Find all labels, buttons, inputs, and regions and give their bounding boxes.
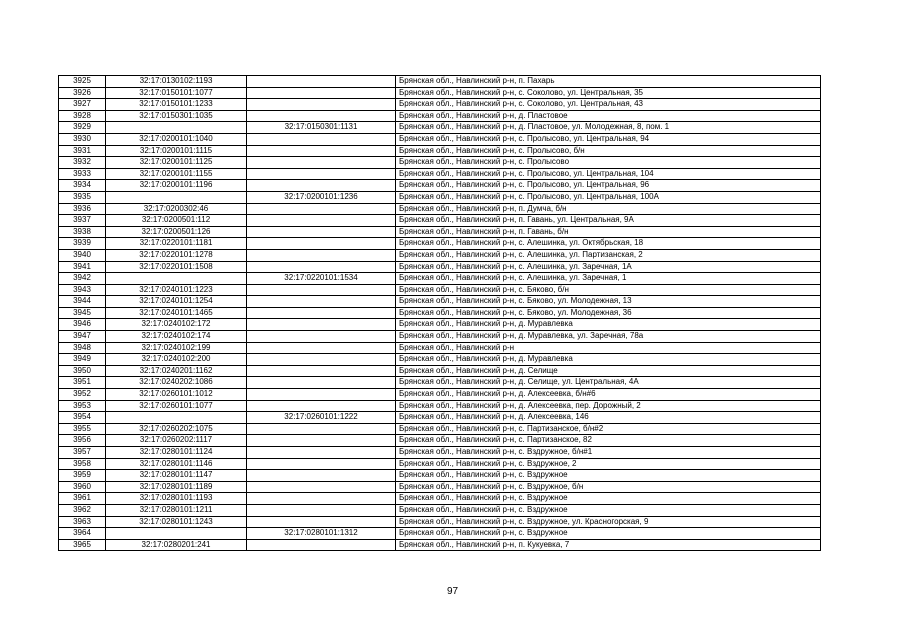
row-number-cell: 3932 [59, 157, 106, 169]
address-cell: Брянская обл., Навлинский р-н, с. Вздружное, ул. Красногорская, 9 [396, 516, 821, 528]
cadastral-number-cell: 32:17:0240102:200 [106, 354, 247, 366]
row-number-cell: 3941 [59, 261, 106, 273]
cadastral-number-cell: 32:17:0240101:1465 [106, 307, 247, 319]
cadastral-number-alt-cell [247, 145, 396, 157]
cadastral-number-cell: 32:17:0240102:174 [106, 331, 247, 343]
table-row [59, 87, 821, 99]
row-number-cell: 3963 [59, 516, 106, 528]
cadastral-number-cell: 32:17:0280101:1193 [106, 493, 247, 505]
row-number-cell: 3956 [59, 435, 106, 447]
table-row [59, 481, 821, 493]
table-row [59, 168, 821, 180]
table-row [59, 122, 821, 134]
table-row [59, 423, 821, 435]
cadastral-number-cell [106, 191, 247, 203]
cadastral-number-alt-cell [247, 470, 396, 482]
row-number-cell: 3927 [59, 99, 106, 111]
address-cell: Брянская обл., Навлинский р-н, с. Пролысово, ул. Центральная, 94 [396, 133, 821, 145]
address-cell: Брянская обл., Навлинский р-н, с. Алешинка, ул. Заречная, 1А [396, 261, 821, 273]
address-cell: Брянская обл., Навлинский р-н, с. Пролысово [396, 157, 821, 169]
address-cell: Брянская обл., Навлинский р-н, с. Вздружное, б/н#1 [396, 447, 821, 459]
cadastral-number-alt-cell [247, 261, 396, 273]
cadastral-number-alt-cell [247, 481, 396, 493]
row-number-cell: 3964 [59, 528, 106, 540]
table-row [59, 377, 821, 389]
address-cell: Брянская обл., Навлинский р-н, с. Вздружное [396, 504, 821, 516]
cadastral-number-alt-cell [247, 157, 396, 169]
row-number-cell: 3965 [59, 539, 106, 551]
cadastral-number-cell [106, 273, 247, 285]
cadastral-number-cell: 32:17:0200101:1115 [106, 145, 247, 157]
cadastral-number-cell [106, 122, 247, 134]
row-number-cell: 3959 [59, 470, 106, 482]
cadastral-number-cell [106, 528, 247, 540]
cadastral-number-cell: 32:17:0260101:1077 [106, 400, 247, 412]
cadastral-number-cell: 32:17:0240202:1086 [106, 377, 247, 389]
address-cell: Брянская обл., Навлинский р-н, с. Пролысово, ул. Центральная, 104 [396, 168, 821, 180]
cadastral-number-cell: 32:17:0200101:1196 [106, 180, 247, 192]
cadastral-number-alt-cell [247, 423, 396, 435]
cadastral-number-alt-cell [247, 447, 396, 459]
row-number-cell: 3947 [59, 331, 106, 343]
cadastral-number-alt-cell [247, 226, 396, 238]
table-row [59, 493, 821, 505]
property-table-body [59, 76, 821, 551]
address-cell: Брянская обл., Навлинский р-н [396, 342, 821, 354]
cadastral-number-cell: 32:17:0200302:46 [106, 203, 247, 215]
cadastral-number-alt-cell [247, 284, 396, 296]
cadastral-number-alt-cell [247, 238, 396, 250]
table-row [59, 389, 821, 401]
cadastral-number-cell: 32:17:0150301:1035 [106, 110, 247, 122]
row-number-cell: 3946 [59, 319, 106, 331]
row-number-cell: 3942 [59, 273, 106, 285]
table-row [59, 284, 821, 296]
row-number-cell: 3954 [59, 412, 106, 424]
cadastral-number-cell: 32:17:0220101:1278 [106, 249, 247, 261]
cadastral-number-alt-cell [247, 87, 396, 99]
cadastral-number-alt-cell [247, 458, 396, 470]
cadastral-number-cell: 32:17:0280101:1146 [106, 458, 247, 470]
address-cell: Брянская обл., Навлинский р-н, с. Вздружное, б/н [396, 481, 821, 493]
cadastral-number-alt-cell [247, 168, 396, 180]
address-cell: Брянская обл., Навлинский р-н, с. Вздружное, 2 [396, 458, 821, 470]
address-cell: Брянская обл., Навлинский р-н, с. Соколово, ул. Центральная, 43 [396, 99, 821, 111]
address-cell: Брянская обл., Навлинский р-н, п. Пахарь [396, 76, 821, 88]
address-cell: Брянская обл., Навлинский р-н, д. Алексеевка, пер. Дорожный, 2 [396, 400, 821, 412]
address-cell: Брянская обл., Навлинский р-н, д. Муравлевка, ул. Заречная, 78а [396, 331, 821, 343]
cadastral-number-cell: 32:17:0200101:1155 [106, 168, 247, 180]
table-row [59, 273, 821, 285]
table-row [59, 249, 821, 261]
cadastral-number-cell: 32:17:0130102:1193 [106, 76, 247, 88]
row-number-cell: 3948 [59, 342, 106, 354]
cadastral-number-alt-cell [247, 99, 396, 111]
address-cell: Брянская обл., Навлинский р-н, с. Пролысово, б/н [396, 145, 821, 157]
cadastral-number-alt-cell [247, 493, 396, 505]
cadastral-number-cell: 32:17:0260202:1117 [106, 435, 247, 447]
cadastral-number-cell: 32:17:0150101:1077 [106, 87, 247, 99]
row-number-cell: 3933 [59, 168, 106, 180]
row-number-cell: 3944 [59, 296, 106, 308]
cadastral-number-alt-cell [247, 203, 396, 215]
table-row [59, 99, 821, 111]
table-row [59, 226, 821, 238]
cadastral-number-cell: 32:17:0280101:1124 [106, 447, 247, 459]
cadastral-number-alt-cell [247, 215, 396, 227]
cadastral-number-cell: 32:17:0200501:112 [106, 215, 247, 227]
table-row [59, 296, 821, 308]
address-cell: Брянская обл., Навлинский р-н, п. Кукуевка, 7 [396, 539, 821, 551]
address-cell: Брянская обл., Навлинский р-н, д. Пластовое [396, 110, 821, 122]
cadastral-number-cell: 32:17:0240101:1223 [106, 284, 247, 296]
row-number-cell: 3937 [59, 215, 106, 227]
table-row [59, 191, 821, 203]
row-number-cell: 3949 [59, 354, 106, 366]
row-number-cell: 3951 [59, 377, 106, 389]
address-cell: Брянская обл., Навлинский р-н, с. Вздружное [396, 493, 821, 505]
address-cell: Брянская обл., Навлинский р-н, с. Алешинка, ул. Заречная, 1 [396, 273, 821, 285]
table-row [59, 307, 821, 319]
row-number-cell: 3961 [59, 493, 106, 505]
cadastral-number-alt-cell [247, 180, 396, 192]
row-number-cell: 3950 [59, 365, 106, 377]
cadastral-number-alt-cell: 32:17:0220101:1534 [247, 273, 396, 285]
cadastral-number-cell: 32:17:0260202:1075 [106, 423, 247, 435]
cadastral-number-cell: 32:17:0240101:1254 [106, 296, 247, 308]
row-number-cell: 3945 [59, 307, 106, 319]
cadastral-number-alt-cell [247, 377, 396, 389]
cadastral-number-cell: 32:17:0280101:1211 [106, 504, 247, 516]
row-number-cell: 3955 [59, 423, 106, 435]
address-cell: Брянская обл., Навлинский р-н, д. Селище, ул. Центральная, 4А [396, 377, 821, 389]
table-row [59, 331, 821, 343]
table-row [59, 354, 821, 366]
address-cell: Брянская обл., Навлинский р-н, д. Алексеевка, 146 [396, 412, 821, 424]
address-cell: Брянская обл., Навлинский р-н, с. Бяково, ул. Молодежная, 13 [396, 296, 821, 308]
address-cell: Брянская обл., Навлинский р-н, с. Партизанское, 82 [396, 435, 821, 447]
cadastral-number-alt-cell: 32:17:0200101:1236 [247, 191, 396, 203]
table-row [59, 516, 821, 528]
row-number-cell: 3960 [59, 481, 106, 493]
table-row [59, 180, 821, 192]
table-row [59, 447, 821, 459]
cadastral-number-cell: 32:17:0220101:1181 [106, 238, 247, 250]
row-number-cell: 3939 [59, 238, 106, 250]
cadastral-number-cell: 32:17:0280101:1243 [106, 516, 247, 528]
cadastral-number-cell: 32:17:0260101:1012 [106, 389, 247, 401]
address-cell: Брянская обл., Навлинский р-н, с. Бяково, б/н [396, 284, 821, 296]
table-row [59, 539, 821, 551]
row-number-cell: 3940 [59, 249, 106, 261]
table-row [59, 412, 821, 424]
cadastral-number-alt-cell [247, 319, 396, 331]
address-cell: Брянская обл., Навлинский р-н, д. Алексеевка, б/н#6 [396, 389, 821, 401]
row-number-cell: 3943 [59, 284, 106, 296]
cadastral-number-alt-cell: 32:17:0280101:1312 [247, 528, 396, 540]
table-row [59, 470, 821, 482]
table-row [59, 365, 821, 377]
cadastral-number-alt-cell [247, 342, 396, 354]
address-cell: Брянская обл., Навлинский р-н, с. Соколово, ул. Центральная, 35 [396, 87, 821, 99]
cadastral-number-cell: 32:17:0200101:1040 [106, 133, 247, 145]
address-cell: Брянская обл., Навлинский р-н, д. Муравлевка [396, 319, 821, 331]
table-row [59, 76, 821, 88]
address-cell: Брянская обл., Навлинский р-н, п. Гавань, ул. Центральная, 9А [396, 215, 821, 227]
page-number: 97 [446, 586, 459, 597]
row-number-cell: 3931 [59, 145, 106, 157]
row-number-cell: 3958 [59, 458, 106, 470]
cadastral-number-alt-cell [247, 389, 396, 401]
row-number-cell: 3952 [59, 389, 106, 401]
cadastral-number-cell: 32:17:0280101:1147 [106, 470, 247, 482]
address-cell: Брянская обл., Навлинский р-н, п. Гавань, б/н [396, 226, 821, 238]
table-row [59, 145, 821, 157]
cadastral-number-cell: 32:17:0240201:1162 [106, 365, 247, 377]
address-cell: Брянская обл., Навлинский р-н, п. Думча, б/н [396, 203, 821, 215]
row-number-cell: 3938 [59, 226, 106, 238]
cadastral-number-alt-cell [247, 296, 396, 308]
cadastral-number-alt-cell [247, 516, 396, 528]
row-number-cell: 3926 [59, 87, 106, 99]
table-row [59, 504, 821, 516]
table-row [59, 528, 821, 540]
cadastral-number-cell: 32:17:0200501:126 [106, 226, 247, 238]
cadastral-number-alt-cell [247, 354, 396, 366]
address-cell: Брянская обл., Навлинский р-н, с. Вздружное [396, 528, 821, 540]
cadastral-number-alt-cell [247, 435, 396, 447]
cadastral-number-cell: 32:17:0200101:1125 [106, 157, 247, 169]
table-row [59, 435, 821, 447]
table-row [59, 458, 821, 470]
row-number-cell: 3934 [59, 180, 106, 192]
row-number-cell: 3953 [59, 400, 106, 412]
cadastral-number-cell: 32:17:0240102:172 [106, 319, 247, 331]
cadastral-number-alt-cell [247, 504, 396, 516]
table-row [59, 215, 821, 227]
cadastral-number-alt-cell [247, 76, 396, 88]
address-cell: Брянская обл., Навлинский р-н, с. Вздружное [396, 470, 821, 482]
cadastral-number-alt-cell [247, 400, 396, 412]
row-number-cell: 3928 [59, 110, 106, 122]
row-number-cell: 3935 [59, 191, 106, 203]
cadastral-number-cell: 32:17:0280201:241 [106, 539, 247, 551]
address-cell: Брянская обл., Навлинский р-н, с. Пролысово, ул. Центральная, 96 [396, 180, 821, 192]
property-table [58, 75, 821, 551]
address-cell: Брянская обл., Навлинский р-н, с. Алешинка, ул. Партизанская, 2 [396, 249, 821, 261]
table-row [59, 133, 821, 145]
table-row [59, 110, 821, 122]
address-cell: Брянская обл., Навлинский р-н, д. Пластовое, ул. Молодежная, 8, пом. 1 [396, 122, 821, 134]
cadastral-number-alt-cell [247, 110, 396, 122]
address-cell: Брянская обл., Навлинский р-н, с. Партизанское, б/н#2 [396, 423, 821, 435]
address-cell: Брянская обл., Навлинский р-н, д. Селище [396, 365, 821, 377]
table-row [59, 342, 821, 354]
cadastral-number-cell: 32:17:0280101:1189 [106, 481, 247, 493]
cadastral-number-cell: 32:17:0220101:1508 [106, 261, 247, 273]
row-number-cell: 3929 [59, 122, 106, 134]
row-number-cell: 3957 [59, 447, 106, 459]
table-row [59, 261, 821, 273]
table-row [59, 238, 821, 250]
cadastral-number-alt-cell [247, 331, 396, 343]
cadastral-number-alt-cell [247, 539, 396, 551]
cadastral-number-cell [106, 412, 247, 424]
cadastral-number-alt-cell [247, 307, 396, 319]
address-cell: Брянская обл., Навлинский р-н, с. Алешинка, ул. Октябрьская, 18 [396, 238, 821, 250]
table-row [59, 319, 821, 331]
address-cell: Брянская обл., Навлинский р-н, с. Бяково, ул. Молодежная, 36 [396, 307, 821, 319]
cadastral-number-alt-cell: 32:17:0150301:1131 [247, 122, 396, 134]
table-row [59, 157, 821, 169]
cadastral-number-alt-cell [247, 133, 396, 145]
table-row [59, 400, 821, 412]
cadastral-number-alt-cell [247, 249, 396, 261]
row-number-cell: 3936 [59, 203, 106, 215]
row-number-cell: 3925 [59, 76, 106, 88]
cadastral-number-cell: 32:17:0240102:199 [106, 342, 247, 354]
cadastral-number-alt-cell [247, 365, 396, 377]
cadastral-number-cell: 32:17:0150101:1233 [106, 99, 247, 111]
row-number-cell: 3930 [59, 133, 106, 145]
row-number-cell: 3962 [59, 504, 106, 516]
address-cell: Брянская обл., Навлинский р-н, д. Муравлевка [396, 354, 821, 366]
table-row [59, 203, 821, 215]
address-cell: Брянская обл., Навлинский р-н, с. Пролысово, ул. Центральная, 100А [396, 191, 821, 203]
cadastral-number-alt-cell: 32:17:0260101:1222 [247, 412, 396, 424]
